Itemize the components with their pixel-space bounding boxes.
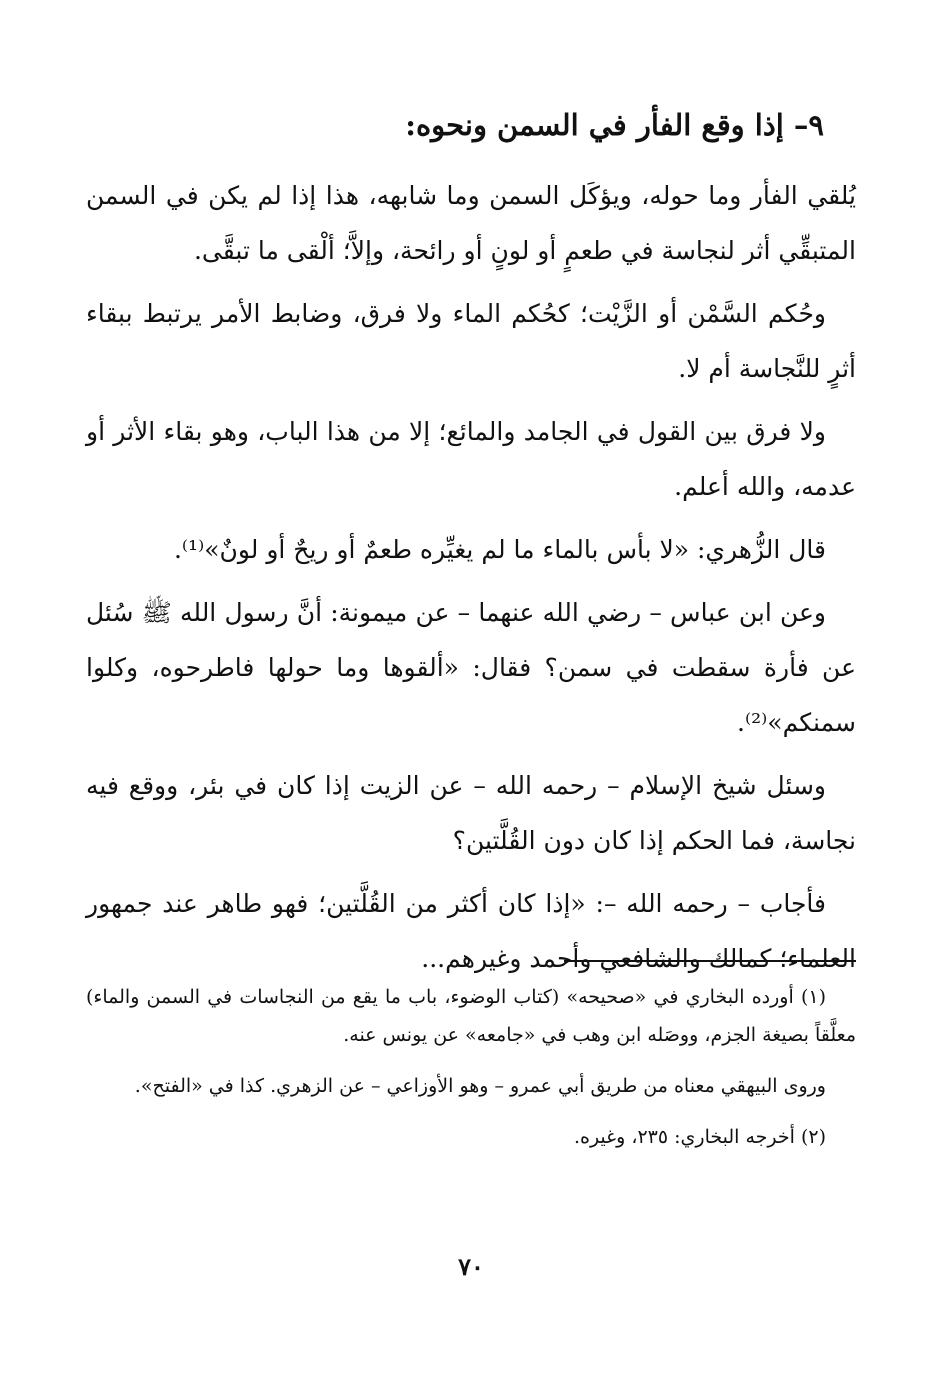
footnote-separator [564,960,856,962]
paragraph: يُلقي الفأر وما حوله، ويؤكَل السمن وما شابهه، هذا إذا لم يكن في السمن المتبقِّي أثر لنجاسة في طعمٍ أو لونٍ أو رائحة، وإلاَّ؛ ألْقى ما تبقَّى. [86,181,856,265]
footnote: (١) أورده البخاري في «صحيحه» (كتاب الوضوء، باب ما يقع من النجاسات في السمن والماء) معلَّقاً بصيغة الجزم، ووصَله ابن وهب في «جامعه» عن يونس عنه. [86,986,856,1046]
paragraph: ولا فرق بين القول في الجامد والمائع؛ إلا من هذا الباب، وهو بقاء الأثر أو عدمه، والله أعلم. [86,417,856,501]
footnote: (٢) أخرجه البخاري: ٢٣٥، وغيره. [573,1126,826,1148]
page-number: ٧٠ [458,1252,484,1281]
section-heading: ٩– إذا وقع الفأر في السمن ونحوه: [405,108,824,142]
paragraph: وحُكم السَّمْن أو الزَّيْت؛ كحُكم الماء ولا فرق، وضابط الأمر يرتبط ببقاء أثرٍ للنَّجاسة أم لا. [86,299,856,383]
paragraph: فأجاب – رحمه الله –: «إذا كان أكثر من القُلَّتين؛ فهو طاهر عند جمهور العلماء؛ كمالك والشافعي وأحمد وغيرهم... [86,889,856,973]
footnotes [86,978,856,1169]
paragraph: قال الزُّهري: «لا بأس بالماء ما لم يغيِّره طعمٌ أو ريحٌ أو لونٌ»⁽¹⁾. [173,535,826,564]
footnote: وروى البيهقي معناه من طريق أبي عمرو – وهو الأوزاعي – عن الزهري. كذا في «الفتح». [134,1075,826,1097]
main-text [86,168,856,994]
paragraph: وعن ابن عباس – رضي الله عنهما – عن ميمونة: أنَّ رسول الله ﷺ سُئل عن فأرة سقطت في سمن؟ فقال: «ألقوها وما حولها فاطرحوه، وكلوا سمنكم»⁽²⁾. [86,598,856,737]
paragraph: وسئل شيخ الإسلام – رحمه الله – عن الزيت إذا كان في بئر، ووقع فيه نجاسة، فما الحكم إذا كان دون القُلَّتين؟ [86,771,856,855]
